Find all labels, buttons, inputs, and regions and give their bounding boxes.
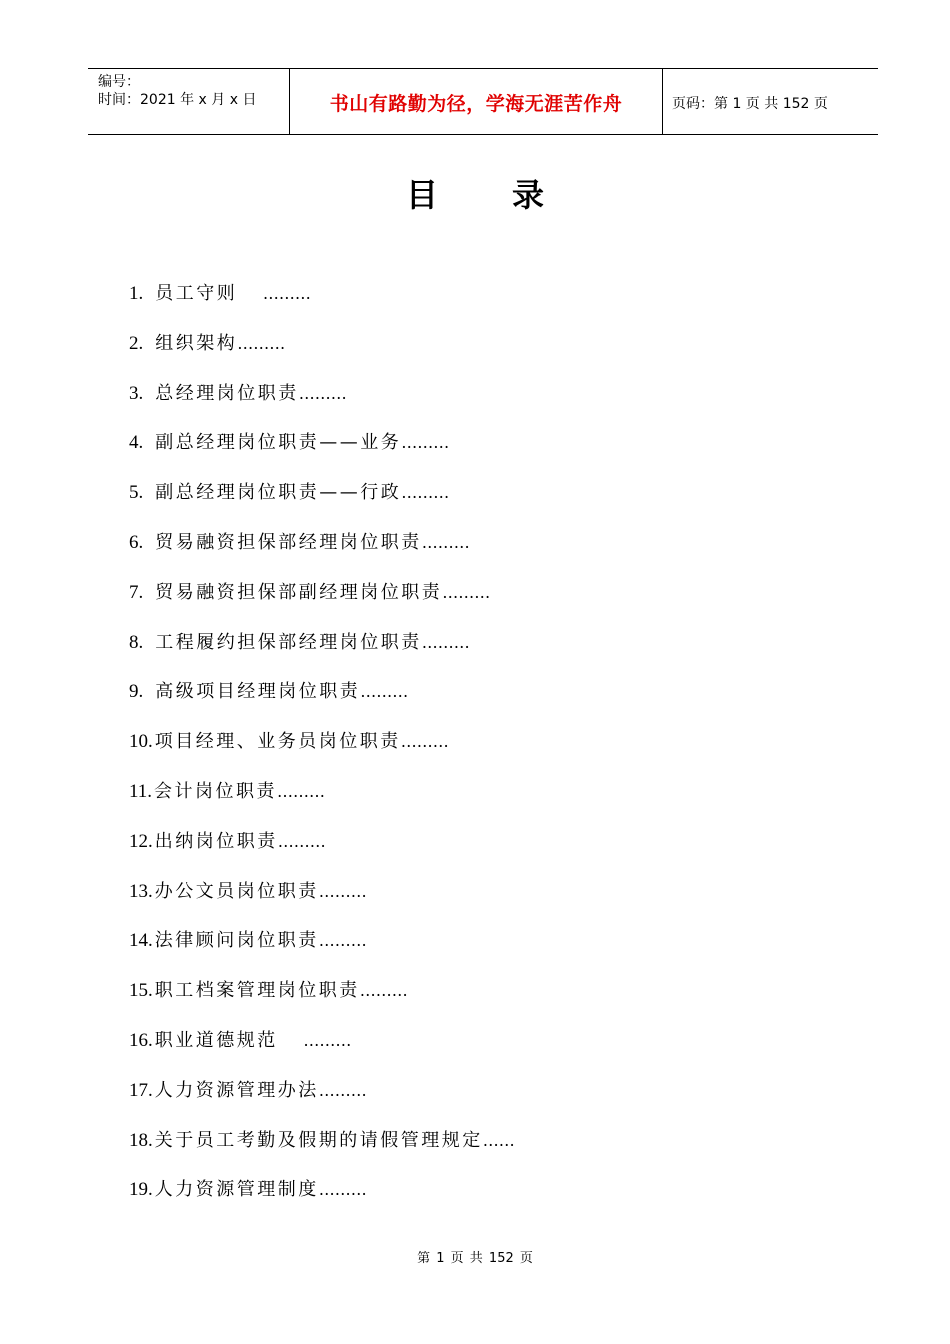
toc-entry-number: 12. [129,830,153,852]
toc-entry-leader: …… [482,1130,515,1150]
toc-entry-number: 10. [129,731,153,753]
toc-entry-number: 6. [129,531,144,553]
page-title [0,170,950,216]
header-page-info: 页码：第 1 页 共 152 页 [672,96,828,112]
toc-entry-number: 8. [129,631,144,653]
toc-entry-title: 副总经理岗位职责——业务 [155,432,402,454]
toc-entry[interactable] [129,579,515,629]
toc-entry-leader: ……… [421,632,470,652]
toc-entry-number: 7. [129,581,144,603]
toc-entry-leader: ……… [318,931,367,951]
toc-entry-number: 15. [129,980,153,1002]
header-number-label: 编号： [98,74,140,90]
header-time-label: 时间：2021 年 x 月 x 日 [98,92,257,108]
toc-entry-leader: ……… [318,1180,367,1200]
toc-entry-title: 职业道德规范 [154,1029,278,1051]
toc-entry-title: 出纳岗位职责 [154,830,278,852]
toc-entry-title: 人力资源管理办法 [154,1079,319,1101]
toc-entry-leader: ……… [298,383,347,403]
toc-entry[interactable] [129,1027,515,1077]
toc-entry-title: 员工守则 [155,283,238,304]
toc-entry-leader: ……… [303,1030,352,1050]
toc-entry-number: 1. [129,283,144,304]
toc-entry-number: 2. [129,332,144,354]
toc-entry-leader: ……… [442,582,491,602]
header-divider [662,69,663,134]
toc-entry-title: 总经理岗位职责 [155,382,299,404]
toc-entry[interactable] [129,330,515,380]
page-title-char: 录 [512,176,545,214]
toc-entry-title: 办公文员岗位职责 [154,880,319,902]
toc-entry-title: 人力资源管理制度 [154,1179,319,1201]
toc-entry-title: 组织架构 [155,332,238,354]
toc-entry-number: 14. [129,930,153,952]
toc-entry-number: 18. [129,1129,153,1151]
toc-entry-title: 贸易融资担保部经理岗位职责 [155,531,422,553]
toc-entry-leader: ……… [277,831,326,851]
toc-entry-title: 贸易融资担保部副经理岗位职责 [155,581,443,603]
toc-entry[interactable] [129,778,515,828]
toc-entry-number: 16. [129,1029,153,1051]
toc-entry[interactable] [129,977,515,1027]
toc-entry[interactable] [129,629,515,679]
toc-entry-title: 工程履约担保部经理岗位职责 [155,631,422,653]
header-meta [98,73,256,109]
toc-entry-leader: ……… [400,732,449,752]
toc-entry[interactable] [129,878,515,928]
toc-entry-title: 会计岗位职责 [154,780,278,802]
toc-entry-number: 9. [129,681,144,703]
toc-entry-number: 13. [129,880,153,902]
toc-entry-leader: ……… [359,981,408,1001]
toc-entry-leader: ……… [262,284,311,303]
toc-entry-number: 19. [129,1179,153,1201]
toc-entry-title: 法律顾问岗位职责 [154,930,319,952]
page-footer: 第 1 页 共 152 页 [417,1251,533,1266]
toc-entry-title: 职工档案管理岗位职责 [154,980,360,1002]
toc-entry[interactable] [129,1077,515,1127]
toc-entry-leader: ……… [401,433,450,453]
toc-entry[interactable] [129,380,515,430]
toc-entry-number: 17. [129,1079,153,1101]
toc-entry-title: 高级项目经理岗位职责 [155,681,361,703]
toc-entry[interactable] [129,280,515,330]
toc-entry-title: 关于员工考勤及假期的请假管理规定 [154,1129,483,1151]
toc-entry-title: 副总经理岗位职责——行政 [155,482,402,504]
toc-entry[interactable] [129,828,515,878]
table-of-contents [129,280,515,1226]
toc-entry-leader: ……… [360,682,409,702]
toc-entry-leader: ……… [277,781,326,801]
toc-entry[interactable] [129,429,515,479]
toc-entry-spacer [237,282,263,304]
toc-entry-leader: ……… [421,532,470,552]
toc-entry-leader: ……… [318,881,367,901]
toc-entry-spacer [278,1029,304,1051]
toc-entry[interactable] [129,529,515,579]
toc-entry-leader: ……… [237,333,286,353]
toc-entry-number: 4. [129,432,144,454]
header-motto: 书山有路勤为径，学海无涯苦作舟 [329,93,623,115]
page-title-char: 目 [405,176,438,214]
toc-entry[interactable] [129,927,515,977]
toc-entry-number: 5. [129,482,144,504]
toc-entry-leader: ……… [401,483,450,503]
toc-entry[interactable] [129,1127,515,1177]
toc-entry[interactable] [129,728,515,778]
toc-entry[interactable] [129,1176,515,1226]
toc-entry-number: 11. [129,780,153,802]
toc-entry[interactable] [129,678,515,728]
toc-entry-leader: ……… [318,1080,367,1100]
toc-entry[interactable] [129,479,515,529]
toc-entry-number: 3. [129,382,144,404]
page-header [88,68,878,135]
toc-entry-title: 项目经理、业务员岗位职责 [154,731,401,753]
